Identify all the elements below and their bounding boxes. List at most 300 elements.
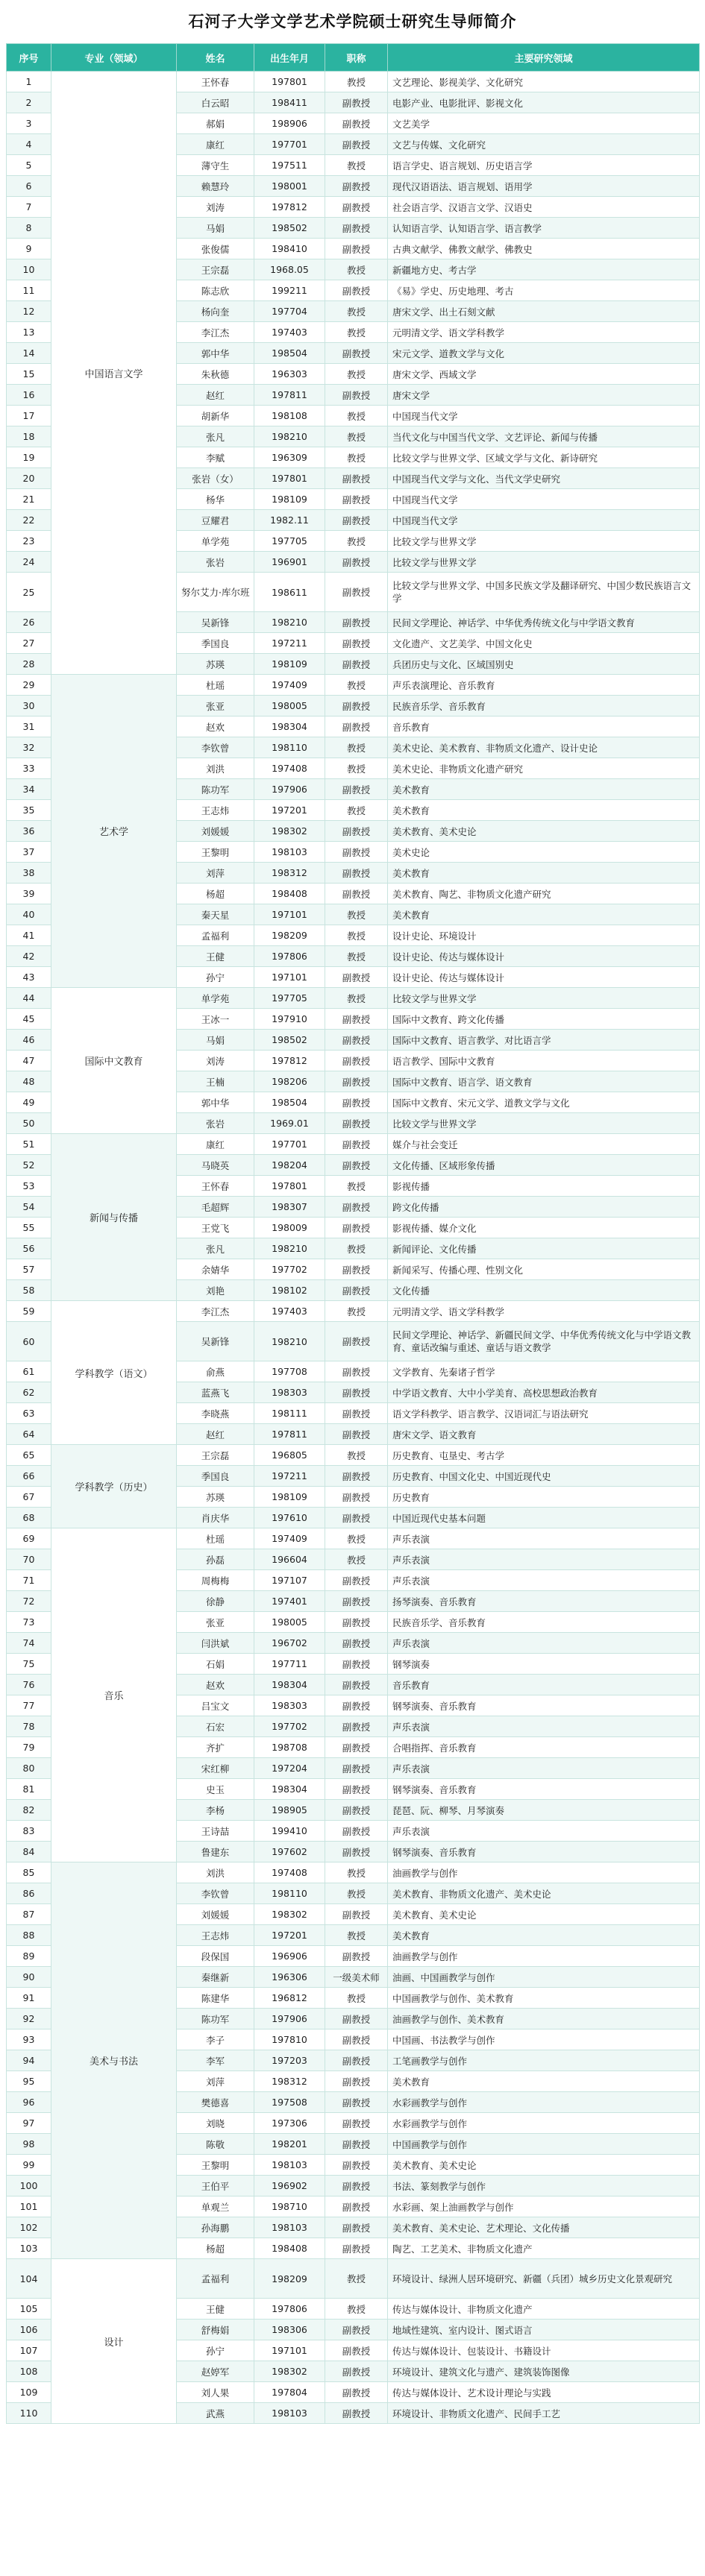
row-number: 36 bbox=[7, 821, 51, 842]
birth-date: 197906 bbox=[254, 2009, 325, 2029]
research-field: 油画、中国画教学与创作 bbox=[388, 1967, 700, 1988]
academic-title: 副教授 bbox=[325, 2155, 388, 2176]
birth-date: 197101 bbox=[254, 904, 325, 925]
academic-title: 副教授 bbox=[325, 884, 388, 904]
research-field: 中国现当代文学 bbox=[388, 510, 700, 531]
table-row bbox=[7, 1862, 700, 1883]
supervisor-name: 王伯平 bbox=[177, 2176, 254, 2196]
academic-title: 副教授 bbox=[325, 2071, 388, 2092]
supervisor-name: 王志炜 bbox=[177, 800, 254, 821]
academic-title: 副教授 bbox=[325, 1821, 388, 1842]
supervisor-name: 樊德喜 bbox=[177, 2092, 254, 2113]
birth-date: 198710 bbox=[254, 2196, 325, 2217]
academic-title: 副教授 bbox=[325, 821, 388, 842]
birth-date: 198502 bbox=[254, 1030, 325, 1051]
row-number: 6 bbox=[7, 176, 51, 197]
row-number: 77 bbox=[7, 1695, 51, 1716]
row-number: 13 bbox=[7, 322, 51, 343]
row-number: 47 bbox=[7, 1051, 51, 1071]
birth-date: 197403 bbox=[254, 322, 325, 343]
research-field: 声乐表演 bbox=[388, 1570, 700, 1591]
academic-title: 教授 bbox=[325, 1988, 388, 2009]
supervisor-name: 薄守生 bbox=[177, 155, 254, 176]
supervisor-name: 舒梅娟 bbox=[177, 2320, 254, 2340]
supervisor-name: 张亚 bbox=[177, 696, 254, 717]
birth-date: 198411 bbox=[254, 92, 325, 113]
academic-title: 副教授 bbox=[325, 343, 388, 364]
birth-date: 197811 bbox=[254, 1424, 325, 1445]
row-number: 100 bbox=[7, 2176, 51, 2196]
row-number: 67 bbox=[7, 1487, 51, 1508]
birth-date: 197801 bbox=[254, 1176, 325, 1197]
supervisor-name: 单学苑 bbox=[177, 531, 254, 552]
supervisor-name: 石宏 bbox=[177, 1716, 254, 1737]
row-number: 17 bbox=[7, 406, 51, 426]
birth-date: 198906 bbox=[254, 113, 325, 134]
supervisor-name: 吴新锋 bbox=[177, 1322, 254, 1361]
birth-date: 197812 bbox=[254, 197, 325, 218]
birth-date: 198209 bbox=[254, 2259, 325, 2299]
row-number: 48 bbox=[7, 1071, 51, 1092]
academic-title: 教授 bbox=[325, 758, 388, 779]
academic-title: 副教授 bbox=[325, 1155, 388, 1176]
research-field: 设计史论、传达与媒体设计 bbox=[388, 946, 700, 967]
row-number: 98 bbox=[7, 2134, 51, 2155]
row-number: 41 bbox=[7, 925, 51, 946]
academic-title: 教授 bbox=[325, 904, 388, 925]
birth-date: 198408 bbox=[254, 884, 325, 904]
supervisor-name: 康红 bbox=[177, 1134, 254, 1155]
birth-date: 196902 bbox=[254, 2176, 325, 2196]
research-field: 声乐表演 bbox=[388, 1633, 700, 1654]
birth-date: 198103 bbox=[254, 2403, 325, 2424]
row-number: 58 bbox=[7, 1280, 51, 1301]
row-number: 35 bbox=[7, 800, 51, 821]
research-field: 美术史论、非物质文化遗产研究 bbox=[388, 758, 700, 779]
supervisor-name: 赵欢 bbox=[177, 717, 254, 737]
academic-title: 教授 bbox=[325, 800, 388, 821]
supervisor-name: 齐扩 bbox=[177, 1737, 254, 1758]
row-number: 102 bbox=[7, 2217, 51, 2238]
academic-title: 副教授 bbox=[325, 1654, 388, 1675]
research-field: 美术教育、美术史论 bbox=[388, 1904, 700, 1925]
header-major: 专业（领域） bbox=[51, 44, 177, 72]
research-field: 比较文学与世界文学 bbox=[388, 1113, 700, 1134]
birth-date: 198109 bbox=[254, 654, 325, 675]
row-number: 93 bbox=[7, 2029, 51, 2050]
birth-date: 198502 bbox=[254, 218, 325, 239]
supervisor-name: 孙海鹏 bbox=[177, 2217, 254, 2238]
row-number: 30 bbox=[7, 696, 51, 717]
birth-date: 198109 bbox=[254, 489, 325, 510]
supervisor-name: 武燕 bbox=[177, 2403, 254, 2424]
row-number: 66 bbox=[7, 1466, 51, 1487]
academic-title: 副教授 bbox=[325, 2029, 388, 2050]
supervisor-name: 王冰一 bbox=[177, 1009, 254, 1030]
research-field: 中国画教学与创作、美术教育 bbox=[388, 1988, 700, 2009]
supervisor-name: 杜瑶 bbox=[177, 675, 254, 696]
birth-date: 197409 bbox=[254, 675, 325, 696]
academic-title: 副教授 bbox=[325, 510, 388, 531]
research-field: 比较文学与世界文学 bbox=[388, 988, 700, 1009]
row-number: 18 bbox=[7, 426, 51, 447]
supervisor-name: 孟福利 bbox=[177, 925, 254, 946]
row-number: 19 bbox=[7, 447, 51, 468]
supervisor-name: 周梅梅 bbox=[177, 1570, 254, 1591]
research-field: 中学语文教育、大中小学美育、高校思想政治教育 bbox=[388, 1382, 700, 1403]
academic-title: 教授 bbox=[325, 1925, 388, 1946]
major-cell: 国际中文教育 bbox=[51, 988, 177, 1134]
row-number: 46 bbox=[7, 1030, 51, 1051]
academic-title: 教授 bbox=[325, 406, 388, 426]
row-number: 53 bbox=[7, 1176, 51, 1197]
research-field: 社会语言学、汉语言文学、汉语史 bbox=[388, 197, 700, 218]
academic-title: 教授 bbox=[325, 1176, 388, 1197]
supervisor-name: 闫洪斌 bbox=[177, 1633, 254, 1654]
research-field: 油画教学与创作、美术教育 bbox=[388, 2009, 700, 2029]
supervisor-name: 俞燕 bbox=[177, 1361, 254, 1382]
birth-date: 197306 bbox=[254, 2113, 325, 2134]
supervisor-name: 刘萍 bbox=[177, 863, 254, 884]
research-field: 设计史论、环境设计 bbox=[388, 925, 700, 946]
academic-title: 教授 bbox=[325, 301, 388, 322]
research-field: 声乐表演 bbox=[388, 1716, 700, 1737]
birth-date: 197804 bbox=[254, 2382, 325, 2403]
academic-title: 副教授 bbox=[325, 2134, 388, 2155]
research-field: 水彩画教学与创作 bbox=[388, 2092, 700, 2113]
research-field: 琵琶、阮、柳琴、月琴演奏 bbox=[388, 1800, 700, 1821]
supervisor-name: 孙磊 bbox=[177, 1549, 254, 1570]
academic-title: 副教授 bbox=[325, 1009, 388, 1030]
research-field: 油画教学与创作 bbox=[388, 1862, 700, 1883]
supervisor-name: 杨华 bbox=[177, 489, 254, 510]
birth-date: 197211 bbox=[254, 1466, 325, 1487]
supervisor-name: 王怀春 bbox=[177, 72, 254, 92]
major-cell: 设计 bbox=[51, 2259, 177, 2424]
row-number: 81 bbox=[7, 1779, 51, 1800]
row-number: 14 bbox=[7, 343, 51, 364]
supervisor-name: 毛超辉 bbox=[177, 1197, 254, 1218]
birth-date: 196306 bbox=[254, 1967, 325, 1988]
birth-date: 198302 bbox=[254, 2361, 325, 2382]
supervisor-name: 史玉 bbox=[177, 1779, 254, 1800]
row-number: 105 bbox=[7, 2299, 51, 2320]
academic-title: 副教授 bbox=[325, 654, 388, 675]
birth-date: 198408 bbox=[254, 2238, 325, 2259]
supervisor-name: 吴新锋 bbox=[177, 612, 254, 633]
research-field: 唐宋文学、语文教育 bbox=[388, 1424, 700, 1445]
research-field: 声乐表演 bbox=[388, 1821, 700, 1842]
research-field: 国际中文教育、语言教学、对比语言学 bbox=[388, 1030, 700, 1051]
academic-title: 副教授 bbox=[325, 92, 388, 113]
supervisor-name: 刘洪 bbox=[177, 758, 254, 779]
research-field: 设计史论、传达与媒体设计 bbox=[388, 967, 700, 988]
birth-date: 196906 bbox=[254, 1946, 325, 1967]
research-field: 环境设计、绿洲人居环境研究、新疆（兵团）城乡历史文化景观研究 bbox=[388, 2259, 700, 2299]
research-field: 历史教育 bbox=[388, 1487, 700, 1508]
row-number: 8 bbox=[7, 218, 51, 239]
row-number: 16 bbox=[7, 385, 51, 406]
birth-date: 198504 bbox=[254, 1092, 325, 1113]
supervisor-name: 王诗喆 bbox=[177, 1821, 254, 1842]
row-number: 106 bbox=[7, 2320, 51, 2340]
birth-date: 197107 bbox=[254, 1570, 325, 1591]
research-field: 比较文学与世界文学、区域文学与文化、新诗研究 bbox=[388, 447, 700, 468]
supervisor-name: 宋红柳 bbox=[177, 1758, 254, 1779]
academic-title: 教授 bbox=[325, 447, 388, 468]
birth-date: 1982.11 bbox=[254, 510, 325, 531]
birth-date: 198005 bbox=[254, 696, 325, 717]
birth-date: 197508 bbox=[254, 2092, 325, 2113]
academic-title: 教授 bbox=[325, 1301, 388, 1322]
birth-date: 198204 bbox=[254, 1155, 325, 1176]
row-number: 29 bbox=[7, 675, 51, 696]
research-field: 美术教育 bbox=[388, 863, 700, 884]
supervisor-name: 张俊儒 bbox=[177, 239, 254, 259]
research-field: 古典文献学、佛教文献学、佛教史 bbox=[388, 239, 700, 259]
table-row bbox=[7, 1528, 700, 1549]
supervisor-name: 李钦曾 bbox=[177, 1883, 254, 1904]
academic-title: 副教授 bbox=[325, 2009, 388, 2029]
academic-title: 副教授 bbox=[325, 696, 388, 717]
row-number: 82 bbox=[7, 1800, 51, 1821]
research-field: 中国近现代史基本问题 bbox=[388, 1508, 700, 1528]
birth-date: 198312 bbox=[254, 863, 325, 884]
row-number: 79 bbox=[7, 1737, 51, 1758]
academic-title: 教授 bbox=[325, 2259, 388, 2299]
birth-date: 198108 bbox=[254, 406, 325, 426]
supervisor-name: 石娟 bbox=[177, 1654, 254, 1675]
supervisor-name: 马娟 bbox=[177, 1030, 254, 1051]
research-field: 《易》学史、历史地理、考古 bbox=[388, 280, 700, 301]
academic-title: 副教授 bbox=[325, 1591, 388, 1612]
birth-date: 198611 bbox=[254, 573, 325, 612]
academic-title: 教授 bbox=[325, 1549, 388, 1570]
supervisor-name: 胡新华 bbox=[177, 406, 254, 426]
supervisor-name: 刘媛媛 bbox=[177, 821, 254, 842]
research-field: 音乐教育 bbox=[388, 717, 700, 737]
row-number: 10 bbox=[7, 259, 51, 280]
supervisor-name: 王健 bbox=[177, 2299, 254, 2320]
academic-title: 副教授 bbox=[325, 1403, 388, 1424]
academic-title: 教授 bbox=[325, 72, 388, 92]
academic-title: 副教授 bbox=[325, 1259, 388, 1280]
row-number: 26 bbox=[7, 612, 51, 633]
row-number: 15 bbox=[7, 364, 51, 385]
supervisor-name: 杨超 bbox=[177, 884, 254, 904]
row-number: 61 bbox=[7, 1361, 51, 1382]
row-number: 9 bbox=[7, 239, 51, 259]
birth-date: 196303 bbox=[254, 364, 325, 385]
academic-title: 副教授 bbox=[325, 1779, 388, 1800]
academic-title: 教授 bbox=[325, 259, 388, 280]
row-number: 28 bbox=[7, 654, 51, 675]
supervisor-name: 赖慧玲 bbox=[177, 176, 254, 197]
row-number: 101 bbox=[7, 2196, 51, 2217]
research-field: 民族音乐学、音乐教育 bbox=[388, 1612, 700, 1633]
row-number: 12 bbox=[7, 301, 51, 322]
research-field: 文化传播、区域形象传播 bbox=[388, 1155, 700, 1176]
academic-title: 教授 bbox=[325, 737, 388, 758]
research-field: 比较文学与世界文学 bbox=[388, 552, 700, 573]
row-number: 103 bbox=[7, 2238, 51, 2259]
academic-title: 副教授 bbox=[325, 1842, 388, 1862]
research-field: 陶艺、工艺美术、非物质文化遗产 bbox=[388, 2238, 700, 2259]
row-number: 62 bbox=[7, 1382, 51, 1403]
academic-title: 副教授 bbox=[325, 468, 388, 489]
academic-title: 副教授 bbox=[325, 385, 388, 406]
birth-date: 196604 bbox=[254, 1549, 325, 1570]
academic-title: 副教授 bbox=[325, 218, 388, 239]
birth-date: 197201 bbox=[254, 1925, 325, 1946]
row-number: 90 bbox=[7, 1967, 51, 1988]
table-row bbox=[7, 1301, 700, 1322]
birth-date: 198110 bbox=[254, 737, 325, 758]
research-field: 文化传播 bbox=[388, 1280, 700, 1301]
supervisor-name: 秦天星 bbox=[177, 904, 254, 925]
academic-title: 教授 bbox=[325, 426, 388, 447]
academic-title: 副教授 bbox=[325, 1570, 388, 1591]
academic-title: 副教授 bbox=[325, 2092, 388, 2113]
supervisor-name: 孟福利 bbox=[177, 2259, 254, 2299]
birth-date: 197409 bbox=[254, 1528, 325, 1549]
supervisor-name: 张岩 bbox=[177, 552, 254, 573]
academic-title: 副教授 bbox=[325, 1612, 388, 1633]
row-number: 107 bbox=[7, 2340, 51, 2361]
row-number: 68 bbox=[7, 1508, 51, 1528]
academic-title: 副教授 bbox=[325, 2238, 388, 2259]
supervisor-name: 郭中华 bbox=[177, 1092, 254, 1113]
research-field: 新闻评论、文化传播 bbox=[388, 1238, 700, 1259]
supervisor-name: 刘艳 bbox=[177, 1280, 254, 1301]
research-field: 文学教育、先秦诸子哲学 bbox=[388, 1361, 700, 1382]
birth-date: 198005 bbox=[254, 1612, 325, 1633]
row-number: 27 bbox=[7, 633, 51, 654]
academic-title: 副教授 bbox=[325, 1758, 388, 1779]
research-field: 美术史论 bbox=[388, 842, 700, 863]
research-field: 美术教育 bbox=[388, 779, 700, 800]
academic-title: 副教授 bbox=[325, 1633, 388, 1654]
research-field: 美术教育、美术史论 bbox=[388, 821, 700, 842]
academic-title: 副教授 bbox=[325, 1134, 388, 1155]
birth-date: 196805 bbox=[254, 1445, 325, 1466]
academic-title: 副教授 bbox=[325, 863, 388, 884]
supervisor-name: 郝娟 bbox=[177, 113, 254, 134]
row-number: 20 bbox=[7, 468, 51, 489]
academic-title: 副教授 bbox=[325, 1113, 388, 1134]
academic-title: 副教授 bbox=[325, 1466, 388, 1487]
research-field: 跨文化传播 bbox=[388, 1197, 700, 1218]
research-field: 美术教育 bbox=[388, 800, 700, 821]
academic-title: 副教授 bbox=[325, 573, 388, 612]
academic-title: 教授 bbox=[325, 155, 388, 176]
academic-title: 副教授 bbox=[325, 967, 388, 988]
supervisor-name: 白云昭 bbox=[177, 92, 254, 113]
birth-date: 1968.05 bbox=[254, 259, 325, 280]
birth-date: 197702 bbox=[254, 1716, 325, 1737]
row-number: 55 bbox=[7, 1218, 51, 1238]
row-number: 65 bbox=[7, 1445, 51, 1466]
research-field: 水彩画、架上油画教学与创作 bbox=[388, 2196, 700, 2217]
research-field: 文艺美学 bbox=[388, 113, 700, 134]
row-number: 76 bbox=[7, 1675, 51, 1695]
birth-date: 197610 bbox=[254, 1508, 325, 1528]
academic-title: 副教授 bbox=[325, 2340, 388, 2361]
research-field: 历史教育、屯垦史、考古学 bbox=[388, 1445, 700, 1466]
academic-title: 教授 bbox=[325, 322, 388, 343]
major-cell: 音乐 bbox=[51, 1528, 177, 1862]
supervisor-name: 赵欢 bbox=[177, 1675, 254, 1695]
research-field: 民间文学理论、神话学、新疆民间文学、中华优秀传统文化与中学语文教育、童话改编与重述、童话与语文教学 bbox=[388, 1322, 700, 1361]
supervisor-name: 王志炜 bbox=[177, 1925, 254, 1946]
birth-date: 198110 bbox=[254, 1883, 325, 1904]
birth-date: 199211 bbox=[254, 280, 325, 301]
research-field: 音乐教育 bbox=[388, 1675, 700, 1695]
birth-date: 197602 bbox=[254, 1842, 325, 1862]
supervisor-name: 王黎明 bbox=[177, 842, 254, 863]
supervisor-name: 王宗磊 bbox=[177, 259, 254, 280]
birth-date: 197906 bbox=[254, 779, 325, 800]
row-number: 71 bbox=[7, 1570, 51, 1591]
academic-title: 副教授 bbox=[325, 1361, 388, 1382]
academic-title: 副教授 bbox=[325, 489, 388, 510]
research-field: 文艺与传媒、文化研究 bbox=[388, 134, 700, 155]
supervisor-name: 刘涛 bbox=[177, 197, 254, 218]
supervisor-name: 李赋 bbox=[177, 447, 254, 468]
birth-date: 198303 bbox=[254, 1382, 325, 1403]
table-row bbox=[7, 2259, 700, 2299]
supervisor-table bbox=[6, 43, 700, 2424]
supervisor-name: 季国良 bbox=[177, 1466, 254, 1487]
table-row bbox=[7, 675, 700, 696]
academic-title: 副教授 bbox=[325, 1487, 388, 1508]
birth-date: 198303 bbox=[254, 1695, 325, 1716]
academic-title: 副教授 bbox=[325, 2050, 388, 2071]
supervisor-name: 苏瑛 bbox=[177, 1487, 254, 1508]
birth-date: 197711 bbox=[254, 1654, 325, 1675]
birth-date: 198103 bbox=[254, 842, 325, 863]
research-field: 地域性建筑、室内设计、图式语言 bbox=[388, 2320, 700, 2340]
table-row bbox=[7, 988, 700, 1009]
birth-date: 198302 bbox=[254, 1904, 325, 1925]
birth-date: 198307 bbox=[254, 1197, 325, 1218]
row-number: 59 bbox=[7, 1301, 51, 1322]
research-field: 唐宋文学、出土石刻文献 bbox=[388, 301, 700, 322]
row-number: 21 bbox=[7, 489, 51, 510]
academic-title: 副教授 bbox=[325, 2196, 388, 2217]
header-number: 序号 bbox=[7, 44, 51, 72]
supervisor-name: 李江杰 bbox=[177, 322, 254, 343]
birth-date: 197811 bbox=[254, 385, 325, 406]
supervisor-name: 季国良 bbox=[177, 633, 254, 654]
research-field: 文艺理论、影视美学、文化研究 bbox=[388, 72, 700, 92]
row-number: 80 bbox=[7, 1758, 51, 1779]
row-number: 11 bbox=[7, 280, 51, 301]
row-number: 1 bbox=[7, 72, 51, 92]
birth-date: 198201 bbox=[254, 2134, 325, 2155]
supervisor-name: 孙宁 bbox=[177, 2340, 254, 2361]
supervisor-name: 王健 bbox=[177, 946, 254, 967]
row-number: 92 bbox=[7, 2009, 51, 2029]
research-field: 中国画、书法教学与创作 bbox=[388, 2029, 700, 2050]
academic-title: 副教授 bbox=[325, 552, 388, 573]
research-field: 宋元文学、道教文学与文化 bbox=[388, 343, 700, 364]
birth-date: 197408 bbox=[254, 758, 325, 779]
row-number: 3 bbox=[7, 113, 51, 134]
supervisor-name: 李杨 bbox=[177, 1800, 254, 1821]
research-field: 中国现当代文学 bbox=[388, 489, 700, 510]
supervisor-name: 王黎明 bbox=[177, 2155, 254, 2176]
